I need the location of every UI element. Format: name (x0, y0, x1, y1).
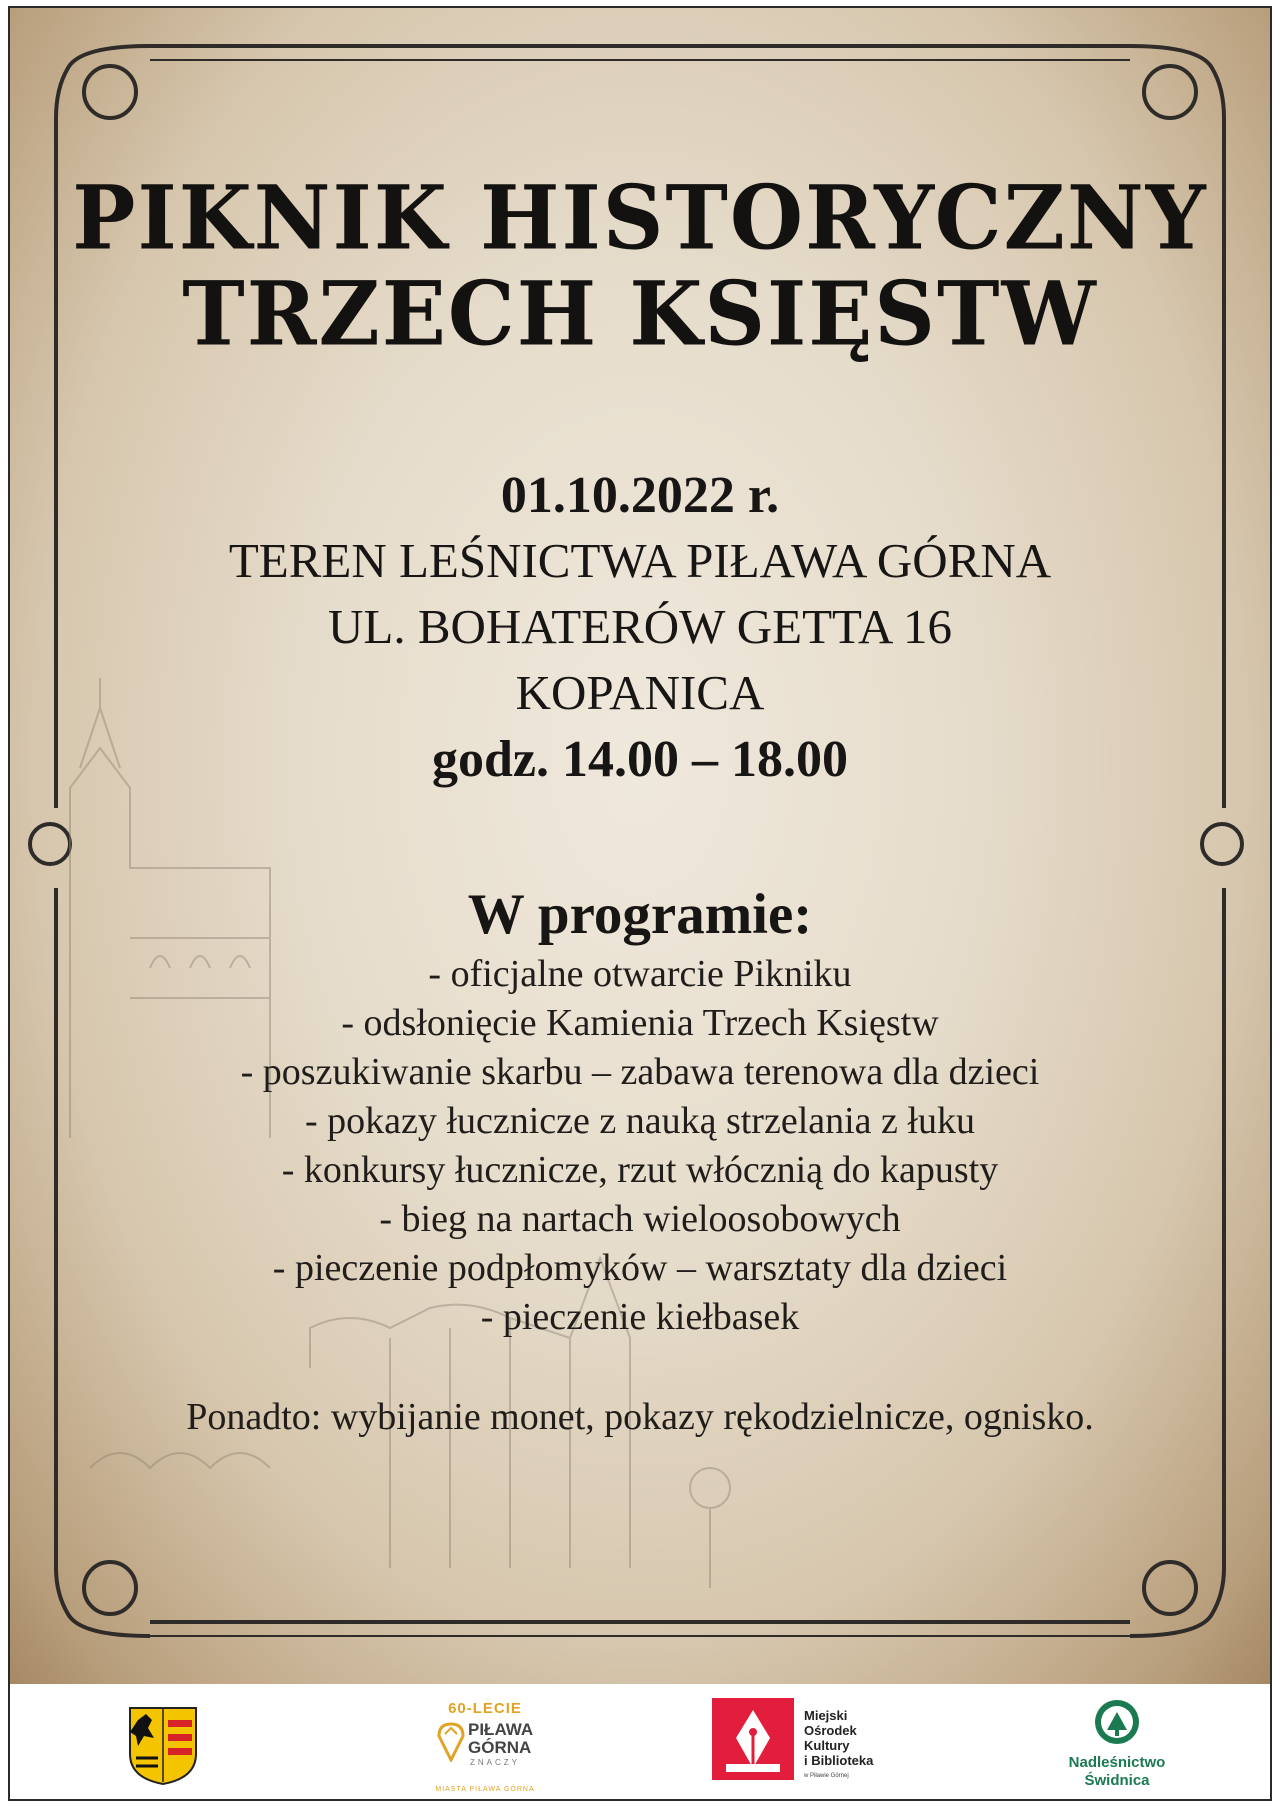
anniversary-60-title: 60-LECIE (448, 1700, 522, 1717)
program-item: - pieczenie podpłomyków – warsztaty dla dzieci (272, 1247, 1008, 1289)
program-item: - pieczenie kiełbasek (480, 1296, 800, 1338)
forestry-name (1052, 1754, 1182, 1790)
poster (8, 6, 1272, 1801)
program-item: - odsłonięcie Kamienia Trzech Księstw (341, 1002, 939, 1044)
anniversary-60-name-2: GÓRNA (468, 1738, 532, 1757)
forestry-line-1: Nadleśnictwo (1068, 1754, 1166, 1771)
program-item: - pokazy łucznicze z nauką strzelania z łuku (305, 1100, 975, 1142)
mokib-line-1: Miejski (804, 1708, 848, 1723)
event-place-line-1: TEREN LEŚNICTWA PIŁAWA GÓRNA (228, 533, 1052, 588)
pin-icon (436, 1722, 466, 1762)
mokib-subtitle: w Piławie Górnej (804, 1773, 849, 1779)
sponsor-footer (10, 1684, 1270, 1801)
mokib-name (804, 1708, 873, 1768)
coat-of-arms-icon (128, 1706, 198, 1786)
forestry-logo (1052, 1698, 1182, 1794)
program-extra: Ponadto: wybijanie monet, pokazy rękodzielnicze, ognisko. (186, 1396, 1094, 1438)
forestry-emblem-icon (1093, 1698, 1141, 1746)
event-place-line-2: UL. BOHATERÓW GETTA 16 (328, 599, 952, 654)
program-list (10, 950, 1270, 1342)
parchment-background (10, 8, 1270, 1684)
anniversary-60-tagline: ZNACZY (470, 1758, 520, 1767)
event-hours: godz. 14.00 – 18.00 (432, 731, 848, 788)
event-date: 01.10.2022 r. (500, 467, 780, 524)
anniversary-60-logo (430, 1700, 540, 1796)
mokib-line-2: Ośrodek (804, 1723, 857, 1738)
mokib-line-3: Kultury (804, 1738, 850, 1753)
program-item: - bieg na nartach wieloosobowych (379, 1198, 901, 1240)
title-line-2: TRZECH KSIĘSTW (182, 261, 1098, 366)
program-item: - konkursy łucznicze, rzut włócznią do kapusty (281, 1149, 999, 1191)
mokib-logo (712, 1698, 902, 1790)
pen-nib-icon (712, 1698, 794, 1780)
anniversary-60-subtitle: MIASTA PIŁAWA GÓRNA (435, 1786, 535, 1793)
title-line-1: PIKNIK HISTORYCZNY (72, 165, 1208, 270)
program-item: - poszukiwanie skarbu – zabawa terenowa dla dzieci (240, 1051, 1040, 1093)
program-item: - oficjalne otwarcie Pikniku (428, 953, 852, 995)
mokib-line-4: i Biblioteka (804, 1753, 874, 1768)
forestry-line-2: Świdnica (1084, 1772, 1150, 1789)
coat-of-arms-logo (128, 1706, 198, 1786)
anniversary-60-name-1: PIŁAWA (468, 1720, 534, 1739)
program-heading: W programie: (467, 883, 813, 946)
event-place-line-3: KOPANICA (515, 665, 765, 720)
